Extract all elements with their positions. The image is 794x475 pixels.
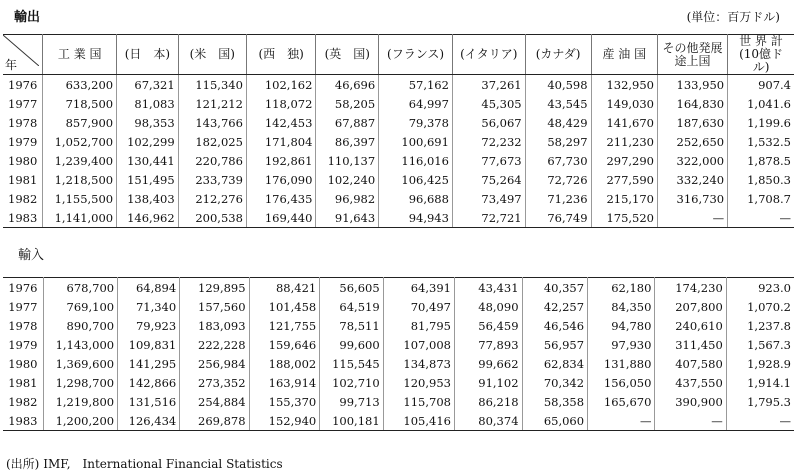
value-cell: 1,237.8 <box>747 318 791 333</box>
value-cell: 75,264 <box>452 170 525 189</box>
value-cell: 176,435 <box>246 189 315 208</box>
value-cell: 73,497 <box>452 189 525 208</box>
value-cell: 115,708 <box>383 392 454 411</box>
value-cell: 273,352 <box>180 373 249 392</box>
value-cell: 102,240 <box>316 170 379 189</box>
value-cell: 64,997 <box>379 94 453 113</box>
value-cell: 141,670 <box>591 113 657 132</box>
value-cell: 254,884 <box>180 392 249 411</box>
value-cell: 311,450 <box>655 335 726 354</box>
value-cell: 156,050 <box>588 373 655 392</box>
column-header: (英 国) <box>316 35 379 75</box>
value-cell: 857,900 <box>43 113 117 132</box>
value-cell: 99,713 <box>320 392 383 411</box>
value-cell: 129,895 <box>180 278 249 298</box>
value-cell: 115,340 <box>178 75 246 95</box>
value-cell: 43,431 <box>454 278 522 298</box>
value-cell: — <box>728 208 794 228</box>
value-cell: 240,610 <box>655 316 726 335</box>
value-cell: 102,162 <box>246 75 315 95</box>
value-cell: 77,893 <box>454 335 522 354</box>
column-header: その他発展途上国 <box>658 35 728 75</box>
value-cell: 96,982 <box>316 189 379 208</box>
table-row <box>3 75 794 95</box>
value-cell: 256,984 <box>180 354 249 373</box>
value-cell: 43,545 <box>525 94 591 113</box>
value-cell: 1,041.6 <box>747 96 791 111</box>
value-cell: 1,795.3 <box>747 394 791 409</box>
value-cell: 86,397 <box>316 132 379 151</box>
year-cell: 1981 <box>3 170 43 189</box>
value-cell: 62,834 <box>522 354 588 373</box>
value-cell: 157,560 <box>180 297 249 316</box>
export-table <box>3 34 794 228</box>
value-cell: 67,887 <box>316 113 379 132</box>
value-cell: 42,257 <box>522 297 588 316</box>
value-cell: 233,739 <box>178 170 246 189</box>
table-row <box>3 113 794 132</box>
value-cell: 907.4 <box>758 77 791 92</box>
value-cell: 1,155,500 <box>43 189 117 208</box>
column-header: (日 本) <box>117 35 179 75</box>
value-cell: 146,962 <box>117 208 179 228</box>
value-cell: 132,950 <box>591 75 657 95</box>
value-cell: 1,200,200 <box>43 411 117 431</box>
value-cell: 80,374 <box>454 411 522 431</box>
value-cell: 115,545 <box>320 354 383 373</box>
year-cell: 1980 <box>3 354 43 373</box>
value-cell: 252,650 <box>658 132 728 151</box>
value-cell: 58,358 <box>522 392 588 411</box>
year-cell: 1978 <box>3 113 43 132</box>
value-cell: 58,297 <box>525 132 591 151</box>
year-cell: 1976 <box>3 75 43 95</box>
table-row <box>3 411 794 431</box>
value-cell: 1,239,400 <box>43 151 117 170</box>
value-cell: 86,218 <box>454 392 522 411</box>
table-row <box>3 170 794 189</box>
value-cell: 890,700 <box>43 316 117 335</box>
value-cell: 91,102 <box>454 373 522 392</box>
value-cell: 1,052,700 <box>43 132 117 151</box>
column-header: 世 界 計(10億ドル) <box>728 35 794 75</box>
value-cell: 107,008 <box>383 335 454 354</box>
value-cell: 57,162 <box>379 75 453 95</box>
year-cell: 1980 <box>3 151 43 170</box>
value-cell: 48,090 <box>454 297 522 316</box>
source-label: (出所) <box>6 457 40 471</box>
year-cell: 1982 <box>3 392 43 411</box>
value-cell: 81,083 <box>117 94 179 113</box>
value-cell: 109,831 <box>118 335 180 354</box>
value-cell: 175,520 <box>591 208 657 228</box>
value-cell: 40,357 <box>522 278 588 298</box>
value-cell: 100,181 <box>320 411 383 431</box>
table-row <box>3 392 794 411</box>
value-cell: 56,605 <box>320 278 383 298</box>
value-cell: 67,730 <box>525 151 591 170</box>
value-cell: 923.0 <box>726 278 794 298</box>
import-table-body <box>3 278 794 431</box>
import-section-title: 輸入 <box>18 248 45 263</box>
value-cell: 133,950 <box>658 75 728 95</box>
value-cell: 142,453 <box>246 113 315 132</box>
value-cell: 102,710 <box>320 373 383 392</box>
year-cell: 1981 <box>3 373 43 392</box>
value-cell: 152,940 <box>249 411 320 431</box>
value-cell: 64,894 <box>118 278 180 298</box>
column-header: (カナダ) <box>525 35 591 75</box>
value-cell: 106,425 <box>379 170 453 189</box>
column-header: (西 独) <box>246 35 315 75</box>
value-cell: 37,261 <box>452 75 525 95</box>
value-cell: 84,350 <box>588 297 655 316</box>
value-cell: 56,459 <box>454 316 522 335</box>
value-cell: 269,878 <box>180 411 249 431</box>
value-cell: — <box>588 411 655 431</box>
value-cell: 174,230 <box>655 278 726 298</box>
value-cell: 1,199.6 <box>747 115 791 130</box>
value-cell: 94,780 <box>588 316 655 335</box>
year-cell: 1976 <box>3 278 43 298</box>
value-cell: 1,708.7 <box>747 191 791 206</box>
value-cell: 46,696 <box>316 75 379 95</box>
column-header: 工 業 国 <box>43 35 117 75</box>
value-cell: 277,590 <box>591 170 657 189</box>
value-cell: 141,295 <box>118 354 180 373</box>
value-cell: 100,691 <box>379 132 453 151</box>
value-cell: 188,002 <box>249 354 320 373</box>
value-cell: 78,511 <box>320 316 383 335</box>
value-cell: 212,276 <box>178 189 246 208</box>
value-cell: 126,434 <box>118 411 180 431</box>
import-table <box>3 277 794 431</box>
value-cell: 70,342 <box>522 373 588 392</box>
value-cell: 1,218,500 <box>43 170 117 189</box>
value-cell: 163,914 <box>249 373 320 392</box>
value-cell: 79,378 <box>379 113 453 132</box>
year-cell: 1978 <box>3 316 43 335</box>
value-cell: 118,072 <box>246 94 315 113</box>
table-row <box>3 335 794 354</box>
value-cell: 101,458 <box>249 297 320 316</box>
value-cell: 130,441 <box>117 151 179 170</box>
value-cell: 222,228 <box>180 335 249 354</box>
value-cell: 316,730 <box>658 189 728 208</box>
value-cell: 64,519 <box>320 297 383 316</box>
value-cell: 64,391 <box>383 278 454 298</box>
value-cell: 40,598 <box>525 75 591 95</box>
value-cell: 1,369,600 <box>43 354 117 373</box>
value-cell: 1,141,000 <box>43 208 117 228</box>
value-cell: 58,205 <box>316 94 379 113</box>
value-cell: 215,170 <box>591 189 657 208</box>
value-cell: 91,643 <box>316 208 379 228</box>
year-cell: 1979 <box>3 335 43 354</box>
year-cell: 1983 <box>3 411 43 431</box>
table-row <box>3 373 794 392</box>
value-cell: 110,137 <box>316 151 379 170</box>
value-cell: 121,755 <box>249 316 320 335</box>
year-corner-label: 年 <box>5 58 18 72</box>
value-cell: 48,429 <box>525 113 591 132</box>
value-cell: 200,538 <box>178 208 246 228</box>
column-header: 産 油 国 <box>591 35 657 75</box>
value-cell: 72,721 <box>452 208 525 228</box>
value-cell: 1,298,700 <box>43 373 117 392</box>
value-cell: 81,795 <box>383 316 454 335</box>
export-header-row <box>3 35 794 75</box>
table-row <box>3 316 794 335</box>
value-cell: 165,670 <box>588 392 655 411</box>
value-cell: 142,866 <box>118 373 180 392</box>
value-cell: 211,230 <box>591 132 657 151</box>
value-cell: 72,232 <box>452 132 525 151</box>
value-cell: 192,861 <box>246 151 315 170</box>
value-cell: 164,830 <box>658 94 728 113</box>
year-cell: 1977 <box>3 94 43 113</box>
year-cell: 1977 <box>3 297 43 316</box>
value-cell: 76,749 <box>525 208 591 228</box>
value-cell: 169,440 <box>246 208 315 228</box>
value-cell: 1,219,800 <box>43 392 117 411</box>
table-row <box>3 208 794 228</box>
value-cell: 1,850.3 <box>747 172 791 187</box>
value-cell: 70,497 <box>383 297 454 316</box>
value-cell: 62,180 <box>588 278 655 298</box>
value-cell: 1,143,000 <box>43 335 117 354</box>
value-cell: 46,546 <box>522 316 588 335</box>
value-cell: 155,370 <box>249 392 320 411</box>
value-cell: 72,726 <box>525 170 591 189</box>
value-cell: 56,957 <box>522 335 588 354</box>
value-cell: 183,093 <box>180 316 249 335</box>
value-cell: 633,200 <box>43 75 117 95</box>
value-cell: 131,516 <box>118 392 180 411</box>
value-cell: 171,804 <box>246 132 315 151</box>
value-cell: 98,353 <box>117 113 179 132</box>
value-cell: 297,290 <box>591 151 657 170</box>
value-cell: 88,421 <box>249 278 320 298</box>
value-cell: 79,923 <box>118 316 180 335</box>
value-cell: 1,914.1 <box>747 375 791 390</box>
value-cell: 678,700 <box>43 278 117 298</box>
value-cell: 176,090 <box>246 170 315 189</box>
table-row <box>3 151 794 170</box>
value-cell: 134,873 <box>383 354 454 373</box>
value-cell: 116,016 <box>379 151 453 170</box>
value-cell: 149,030 <box>591 94 657 113</box>
table-row <box>3 189 794 208</box>
value-cell: — <box>726 411 794 431</box>
year-corner-header <box>3 35 43 75</box>
value-cell: 94,943 <box>379 208 453 228</box>
table-row <box>3 297 794 316</box>
source-note <box>6 455 283 472</box>
value-cell: 187,630 <box>658 113 728 132</box>
value-cell: 97,930 <box>588 335 655 354</box>
value-cell: 182,025 <box>178 132 246 151</box>
value-cell: 437,550 <box>655 373 726 392</box>
value-cell: 1,567.3 <box>747 337 791 352</box>
value-cell: 220,786 <box>178 151 246 170</box>
value-cell: 71,236 <box>525 189 591 208</box>
year-cell: 1979 <box>3 132 43 151</box>
value-cell: 207,800 <box>655 297 726 316</box>
value-cell: — <box>658 208 728 228</box>
value-cell: 67,321 <box>117 75 179 95</box>
value-cell: 322,000 <box>658 151 728 170</box>
source-text: IMF, International Financial Statistics <box>43 457 283 471</box>
value-cell: 1,532.5 <box>747 134 791 149</box>
value-cell: 121,212 <box>178 94 246 113</box>
value-cell: 1,878.5 <box>747 153 791 168</box>
value-cell: 407,580 <box>655 354 726 373</box>
value-cell: 120,953 <box>383 373 454 392</box>
value-cell: 96,688 <box>379 189 453 208</box>
value-cell: 1,070.2 <box>747 299 791 314</box>
value-cell: 71,340 <box>118 297 180 316</box>
value-cell: 77,673 <box>452 151 525 170</box>
value-cell: 56,067 <box>452 113 525 132</box>
table-row <box>3 94 794 113</box>
value-cell: 151,495 <box>117 170 179 189</box>
table-row <box>3 132 794 151</box>
unit-label: (単位：百万ドル) <box>686 10 780 24</box>
value-cell: 131,880 <box>588 354 655 373</box>
value-cell: 718,500 <box>43 94 117 113</box>
value-cell: 143,766 <box>178 113 246 132</box>
value-cell: — <box>655 411 726 431</box>
value-cell: 65,060 <box>522 411 588 431</box>
value-cell: 390,900 <box>655 392 726 411</box>
column-header: (フランス) <box>379 35 453 75</box>
export-table-body <box>3 75 794 228</box>
value-cell: 138,403 <box>117 189 179 208</box>
column-header: (米 国) <box>178 35 246 75</box>
value-cell: 1,928.9 <box>747 356 791 371</box>
value-cell: 45,305 <box>452 94 525 113</box>
table-row <box>3 354 794 373</box>
export-section-title: 輸出 <box>14 10 41 25</box>
year-cell: 1982 <box>3 189 43 208</box>
value-cell: 332,240 <box>658 170 728 189</box>
column-header: (イタリア) <box>452 35 525 75</box>
year-cell: 1983 <box>3 208 43 228</box>
table-row <box>3 278 794 298</box>
value-cell: 102,299 <box>117 132 179 151</box>
value-cell: 769,100 <box>43 297 117 316</box>
value-cell: 99,600 <box>320 335 383 354</box>
value-cell: 99,662 <box>454 354 522 373</box>
value-cell: 105,416 <box>383 411 454 431</box>
value-cell: 159,646 <box>249 335 320 354</box>
